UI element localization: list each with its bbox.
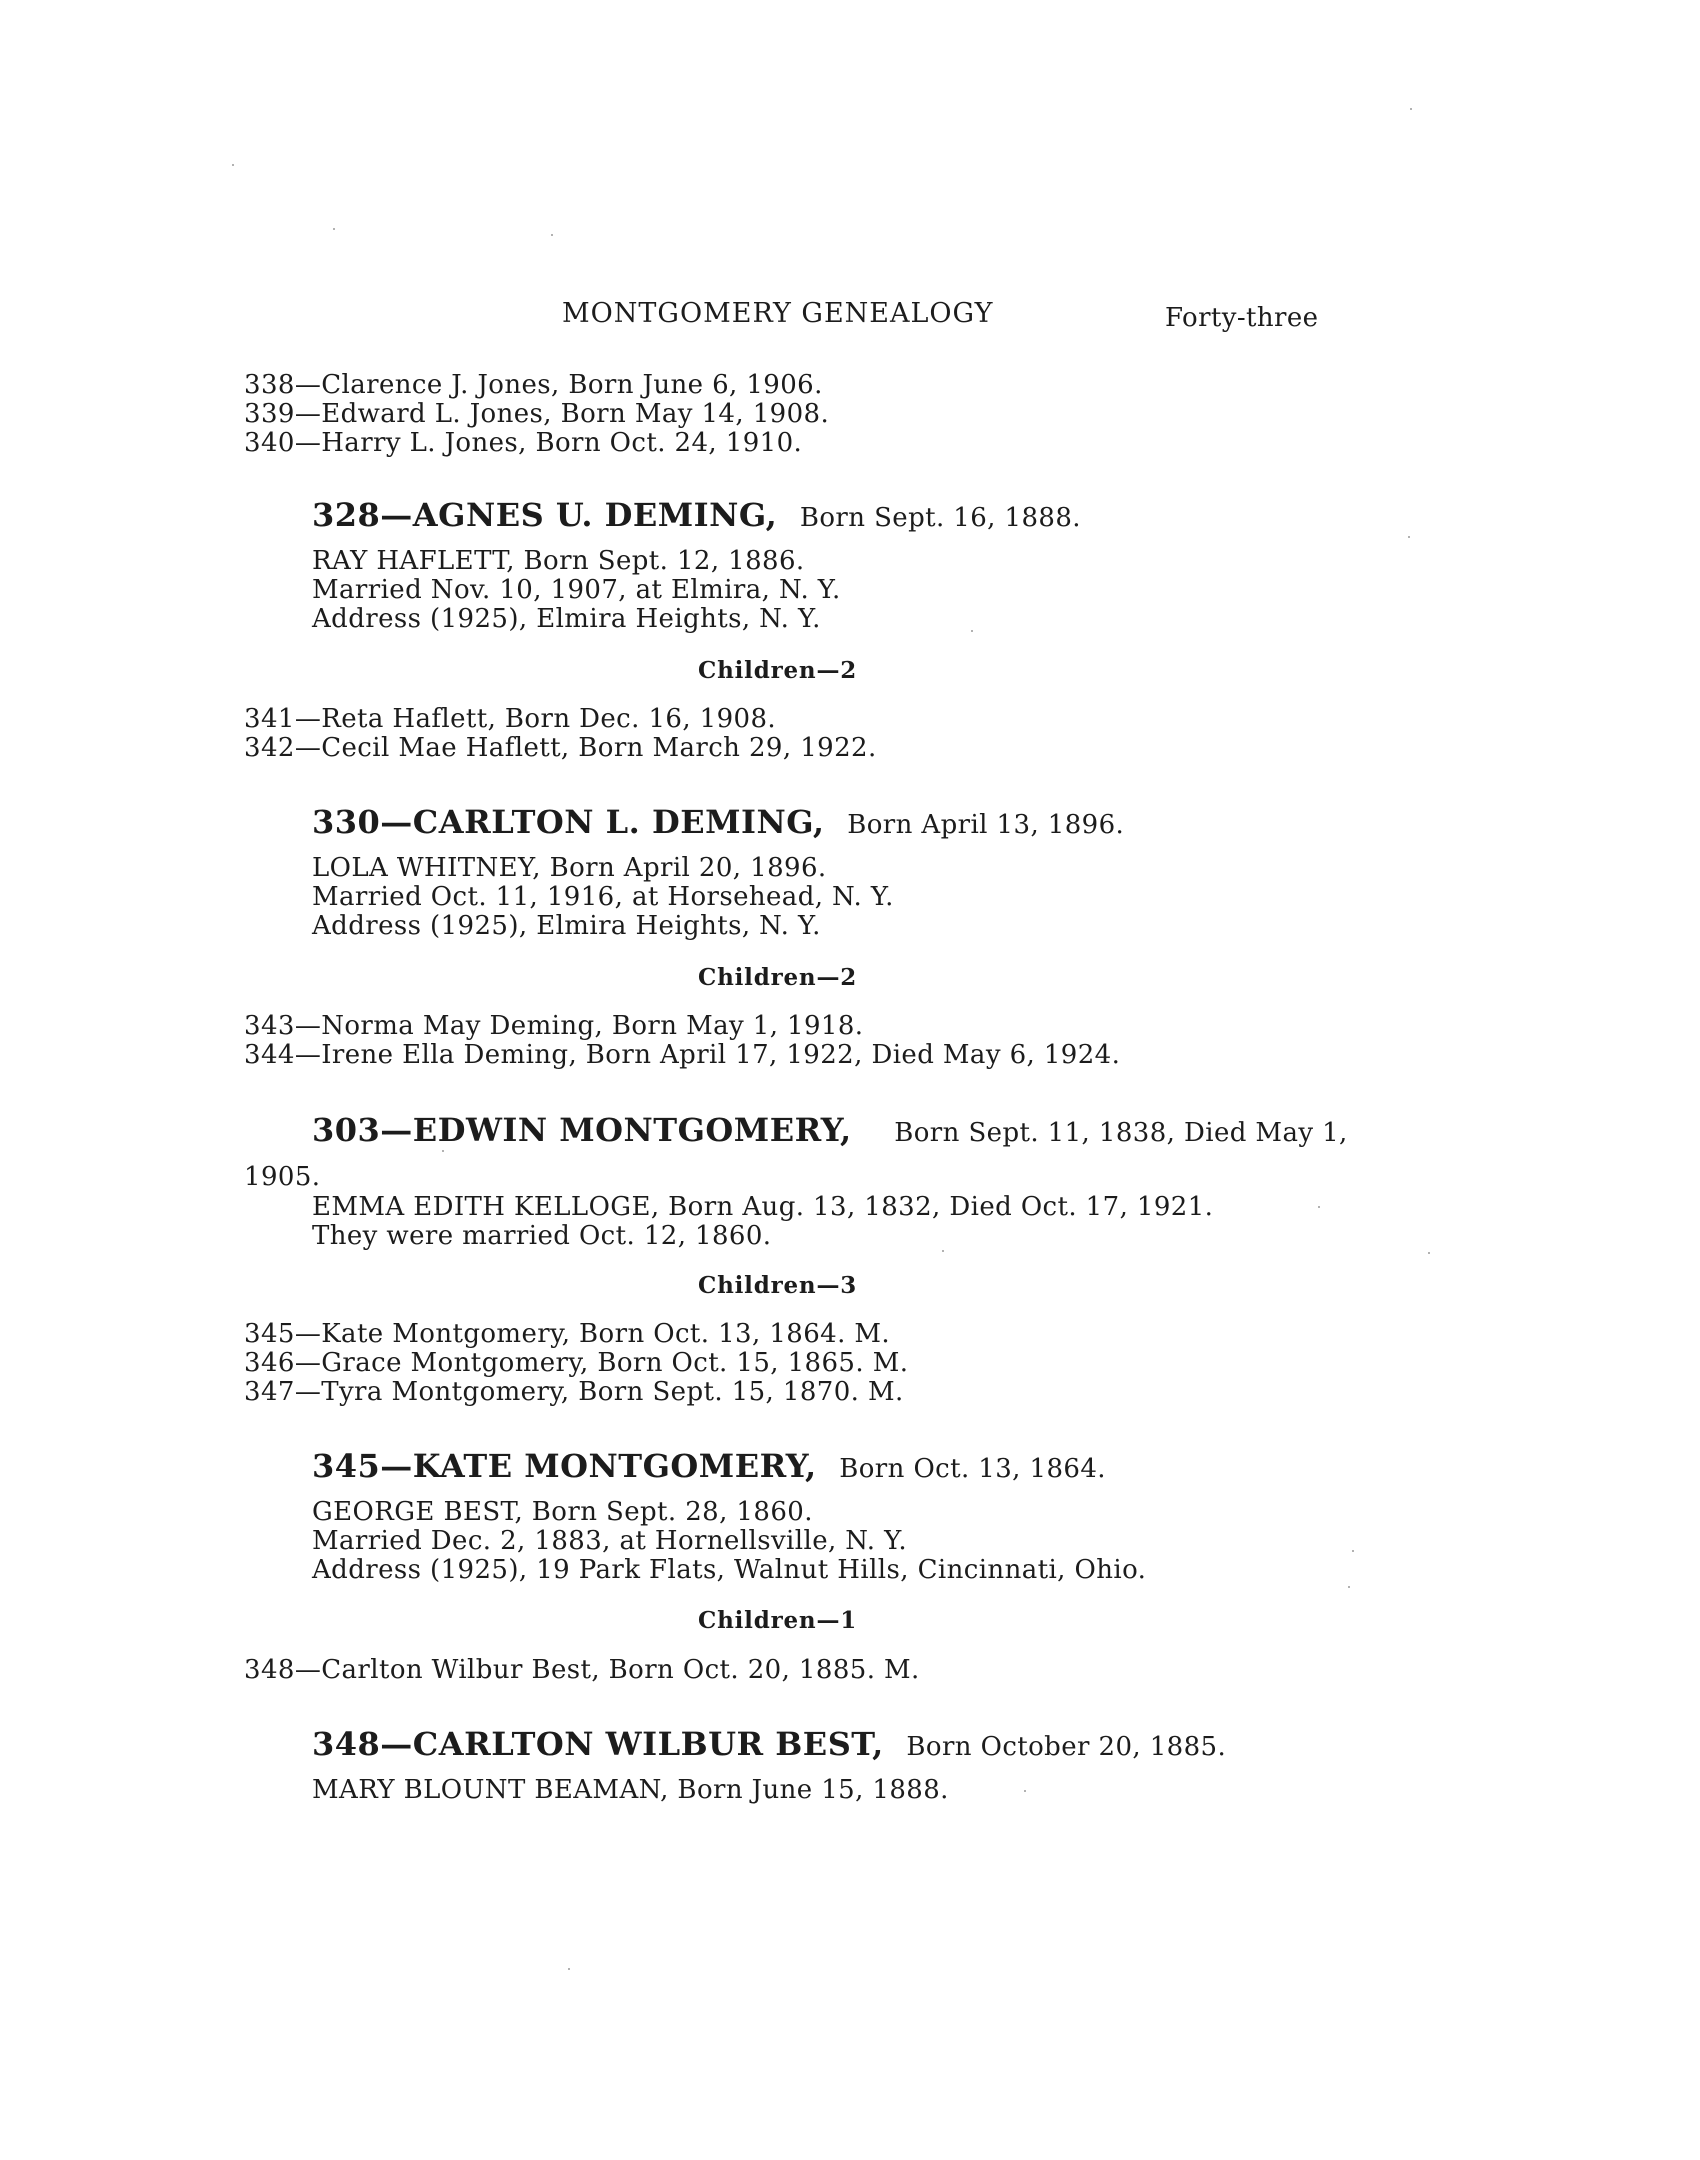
scan-speck xyxy=(1428,1252,1430,1254)
list-item: 340—Harry L. Jones, Born Oct. 24, 1910. xyxy=(244,428,803,458)
spouse-line: GEORGE BEST, Born Sept. 28, 1860. xyxy=(312,1497,813,1527)
child-item: 344—Irene Ella Deming, Born April 17, 1922, Died May 6, 1924. xyxy=(244,1040,1121,1070)
children-heading: Children—1 xyxy=(698,1607,858,1634)
child-item: 348—Carlton Wilbur Best, Born Oct. 20, 1885. M. xyxy=(244,1655,920,1685)
spouse-line: Married Oct. 11, 1916, at Horsehead, N. Y. xyxy=(312,882,894,912)
scan-speck xyxy=(1318,1206,1320,1208)
spouse-line: Address (1925), 19 Park Flats, Walnut Hills, Cincinnati, Ohio. xyxy=(312,1555,1147,1585)
entry-name: 328—AGNES U. DEMING, xyxy=(312,496,778,534)
spouse-line: Married Nov. 10, 1907, at Elmira, N. Y. xyxy=(312,575,841,605)
page-title: MONTGOMERY GENEALOGY xyxy=(562,298,994,329)
scan-speck xyxy=(333,228,335,230)
scan-speck xyxy=(1410,108,1412,110)
entry-dates: Born October 20, 1885. xyxy=(906,1732,1227,1762)
spouse-line: RAY HAFLETT, Born Sept. 12, 1886. xyxy=(312,546,805,576)
page-number: Forty-three xyxy=(1165,303,1319,333)
list-item: 339—Edward L. Jones, Born May 14, 1908. xyxy=(244,399,830,429)
spouse-line: Address (1925), Elmira Heights, N. Y. xyxy=(312,911,821,941)
spouse-line: LOLA WHITNEY, Born April 20, 1896. xyxy=(312,853,827,883)
entry-name: 330—CARLTON L. DEMING, xyxy=(312,803,825,841)
child-item: 346—Grace Montgomery, Born Oct. 15, 1865. M. xyxy=(244,1348,909,1378)
spouse-line: Married Dec. 2, 1883, at Hornellsville, N. Y. xyxy=(312,1526,908,1556)
entry-name: 345—KATE MONTGOMERY, xyxy=(312,1447,817,1485)
child-item: 345—Kate Montgomery, Born Oct. 13, 1864. M. xyxy=(244,1319,891,1349)
entry-dates-continued: 1905. xyxy=(244,1162,321,1192)
children-heading: Children—3 xyxy=(698,1272,858,1299)
child-item: 347—Tyra Montgomery, Born Sept. 15, 1870. M. xyxy=(244,1377,904,1407)
entry-heading xyxy=(312,1725,1226,1763)
scan-speck xyxy=(568,1968,570,1970)
scan-speck xyxy=(232,164,234,166)
entry-dates: Born Sept. 11, 1838, Died May 1, xyxy=(894,1118,1348,1148)
spouse-line: EMMA EDITH KELLOGE, Born Aug. 13, 1832, Died Oct. 17, 1921. xyxy=(312,1192,1214,1222)
list-item: 338—Clarence J. Jones, Born June 6, 1906. xyxy=(244,370,823,400)
scan-speck xyxy=(551,234,553,236)
entry-name: 303—EDWIN MONTGOMERY, xyxy=(312,1111,852,1149)
child-item: 342—Cecil Mae Haflett, Born March 29, 1922. xyxy=(244,733,877,763)
child-item: 343—Norma May Deming, Born May 1, 1918. xyxy=(244,1011,864,1041)
scan-speck xyxy=(1408,536,1410,538)
child-item: 341—Reta Haflett, Born Dec. 16, 1908. xyxy=(244,704,777,734)
scan-speck xyxy=(942,1250,944,1252)
scan-speck xyxy=(1348,1586,1350,1588)
scan-speck xyxy=(1352,1550,1354,1552)
entry-heading xyxy=(312,496,1081,534)
entry-dates: Born April 13, 1896. xyxy=(847,810,1125,840)
scan-speck xyxy=(1024,1790,1026,1792)
entry-dates: Born Oct. 13, 1864. xyxy=(839,1454,1106,1484)
entry-heading xyxy=(312,803,1124,841)
scan-speck xyxy=(442,1150,444,1152)
entry-heading xyxy=(312,1447,1106,1485)
spouse-line: They were married Oct. 12, 1860. xyxy=(312,1221,772,1251)
spouse-line: MARY BLOUNT BEAMAN, Born June 15, 1888. xyxy=(312,1775,949,1805)
entry-dates: Born Sept. 16, 1888. xyxy=(799,503,1081,533)
entry-name: 348—CARLTON WILBUR BEST, xyxy=(312,1725,884,1763)
scan-speck xyxy=(971,630,973,632)
spouse-line: Address (1925), Elmira Heights, N. Y. xyxy=(312,604,821,634)
children-heading: Children—2 xyxy=(698,657,858,684)
entry-heading xyxy=(312,1111,1348,1149)
children-heading: Children—2 xyxy=(698,964,858,991)
